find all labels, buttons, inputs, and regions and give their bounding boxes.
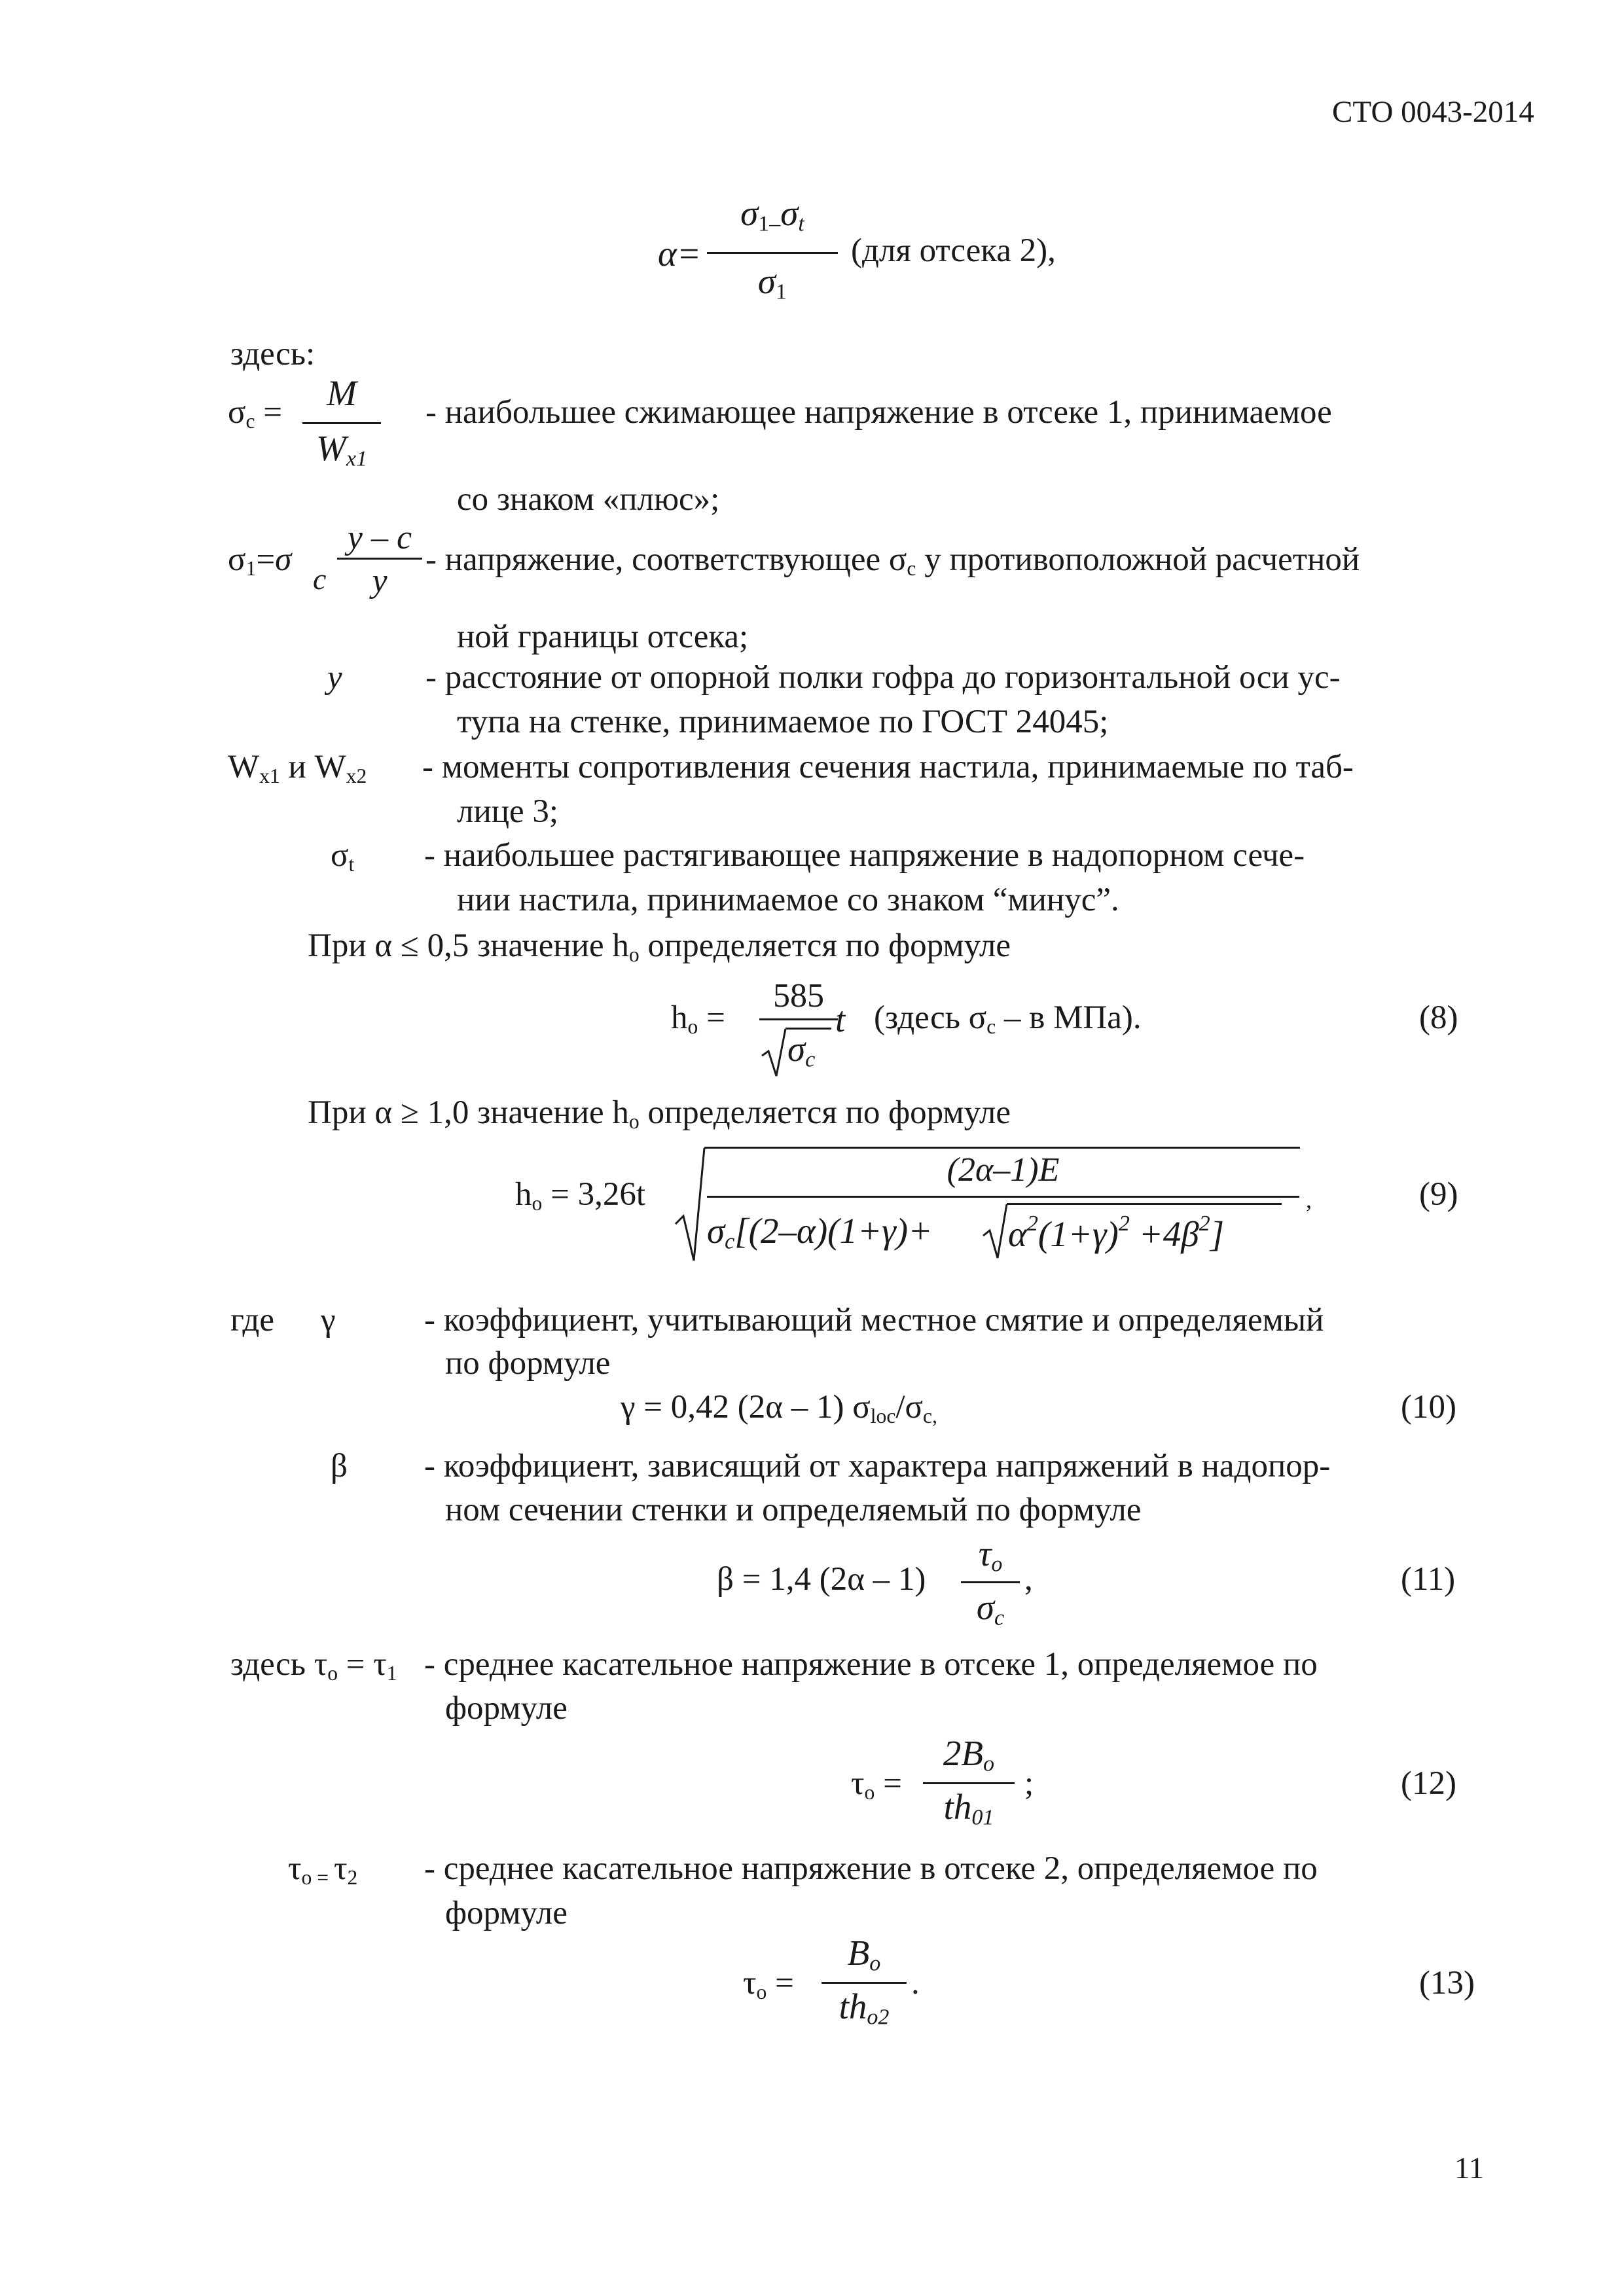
y-symbol: y [327, 659, 342, 696]
sigma-c-symbol: $\sigma_c$ = [228, 394, 283, 433]
sigma-c-fraction: M $W_{x1}$ [302, 370, 381, 481]
alpha-note: (для отсека 2), [851, 232, 1056, 269]
defs-intro: здесь: [230, 336, 316, 372]
tau2-desc1: - среднее касательное напряжение в отсеке 2, определяемое по [424, 1850, 1318, 1887]
formula-9-comma: , [1306, 1187, 1312, 1213]
formula-8-fraction: 585 [759, 975, 838, 1086]
beta-symbol: β [331, 1448, 348, 1484]
formula-8-den: $\sigma_c$ [787, 1029, 816, 1072]
formula-8-factor: t [835, 999, 846, 1039]
case2-text: При α ≥ 1,0 значение $h_o$ определяется по формуле [308, 1094, 1011, 1133]
y-desc1: - расстояние от опорной полки гофра до горизонтальной оси ус- [425, 659, 1341, 696]
formula-13-fraction: $B_o$ $th_{o2}$ [821, 1931, 907, 2042]
sigma-t-desc2: нии настила, принимаемое со знаком “минус”. [457, 882, 1119, 918]
alpha-fraction: $\sigma_{1-}\sigma_t$ $\sigma_1$ [707, 190, 838, 314]
wx-desc1: - моменты сопротивления сечения настила, принимаемые по таб- [422, 749, 1354, 785]
formula-9-number: (9) [1419, 1176, 1458, 1213]
formula-9-inner: $\alpha^2(1+\gamma)^2 +4\beta^2$] [1008, 1211, 1225, 1254]
sqrt-sign-9-inner [982, 1202, 1008, 1261]
sigma-c-desc2: со знаком «плюс»; [457, 481, 720, 518]
sigma-t-desc1: - наибольшее растягивающее напряжение в надопорном сече- [424, 837, 1305, 874]
gamma-desc2: по формуле [445, 1345, 611, 1382]
case1-text: При α ≤ 0,5 значение $h_o$ определяется по формуле [308, 927, 1011, 966]
sigma-t-symbol: $\sigma_t$ [331, 837, 355, 876]
gamma-where: где [230, 1302, 274, 1338]
tau2-desc2: формуле [445, 1895, 568, 1931]
gamma-desc1: - коэффициент, учитывающий местное смятие и определяемый [424, 1302, 1324, 1338]
formula-11-number: (11) [1401, 1561, 1456, 1598]
formula-12-number: (12) [1401, 1765, 1456, 1802]
sqrt-sign-9-outer [674, 1145, 707, 1263]
sigma-1-factor-sub: c [313, 562, 327, 596]
formula-13-number: (13) [1419, 1965, 1475, 2001]
formula-12-lhs: $\tau_o$ = [851, 1765, 902, 1804]
wx-desc2: лице 3; [457, 793, 559, 830]
formula-11-lhs: β = 1,4 (2α – 1) [717, 1561, 926, 1598]
formula-12-tail: ; [1024, 1765, 1034, 1802]
sigma-1-desc2: ной границы отсека; [457, 619, 749, 655]
doc-code: СТО 0043-2014 [1332, 95, 1534, 129]
formula-11-comma: , [1024, 1561, 1033, 1598]
formula-8-note: (здесь $\sigma_c$ – в МПа). [874, 999, 1142, 1038]
beta-desc1: - коэффициент, зависящий от характера напряжений в надопор- [424, 1448, 1331, 1484]
beta-desc2: ном сечении стенки и определяемый по формуле [445, 1492, 1142, 1528]
formula-9-fraction: (2α–1)E [707, 1147, 1299, 1258]
alpha-lhs: α= [658, 234, 701, 274]
sigma-1-symbol: $\sigma_1=\sigma$ [228, 541, 292, 580]
gamma-symbol: γ [321, 1302, 336, 1338]
tau1-label: здесь $\tau_o = \tau_1$ [230, 1646, 397, 1685]
tau1-desc2: формуле [445, 1690, 568, 1727]
formula-13-tail: . [911, 1965, 920, 2001]
y-desc2: тупа на стенке, принимаемое по ГОСТ 24045; [457, 704, 1109, 740]
page-number: 11 [1454, 2151, 1485, 2185]
formula-9-den: $\sigma_c[(2-\alpha)(1+\gamma)+$ [707, 1211, 933, 1254]
tau1-desc1: - среднее касательное напряжение в отсеке 1, определяемое по [424, 1646, 1318, 1683]
formula-10: γ = 0,42 (2α – 1) $\sigma_{loc}/\sigma_{c,}$ [621, 1389, 937, 1427]
formula-8-lhs: $h_o$ = [671, 999, 725, 1038]
sigma-1-desc1: - напряжение, соответствующее $\sigma_c$ у противоположной расчетной [425, 541, 1360, 580]
formula-12-fraction: $2B_o$ $th_{01}$ [923, 1731, 1015, 1842]
sigma-c-desc1: - наибольшее сжимающее напряжение в отсеке 1, принимаемое [425, 394, 1332, 431]
sqrt-sign-8 [761, 1026, 787, 1079]
formula-8-number: (8) [1419, 999, 1458, 1036]
wx-symbol: $W_{x1}$ и $W_{x2}$ [228, 749, 367, 787]
formula-9-lhs: $h_o = 3,26t$ [515, 1176, 645, 1215]
formula-10-number: (10) [1401, 1389, 1456, 1426]
tau2-label: $\tau_{o =}$ $\tau_2$ [288, 1850, 358, 1889]
formula-13-lhs: $\tau_o$ = [743, 1965, 794, 2003]
sigma-1-fraction: y – c y [337, 517, 422, 609]
formula-11-fraction: $\tau_o$ $\sigma_c$ [961, 1532, 1020, 1636]
